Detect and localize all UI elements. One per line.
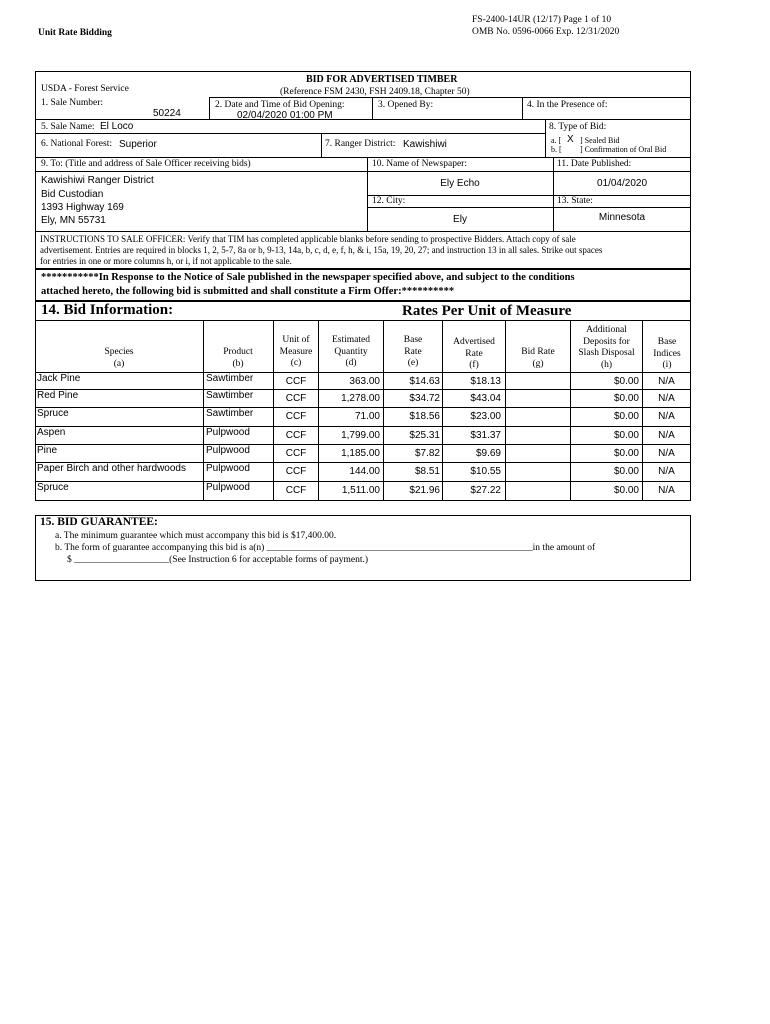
- col-header-indices: Base Indices (i): [653, 337, 681, 370]
- sale-number-label: 1. Sale Number:: [41, 98, 104, 108]
- cell-indices: N/A: [658, 430, 675, 441]
- presence-label: 4. In the Presence of:: [527, 100, 608, 110]
- state-label: 13. State:: [557, 196, 593, 206]
- state[interactable]: Minnesota: [598, 212, 646, 223]
- cell-advertised-rate: $31.37: [470, 430, 501, 441]
- bid-type-label: 8. Type of Bid:: [549, 122, 607, 132]
- rates-title: Rates Per Unit of Measure: [402, 303, 572, 319]
- address-line-2: Bid Custodian: [41, 189, 104, 200]
- district-label: 7. Ranger District:: [325, 139, 396, 149]
- oral-bid-prefix: b. [: [551, 145, 562, 154]
- address-line-3: 1393 Highway 169: [41, 202, 124, 213]
- col-header-advertised-rate: Advertised Rate (f): [453, 337, 495, 370]
- cell-base-rate: $34.72: [409, 393, 440, 404]
- cell-advertised-rate: $23.00: [470, 411, 501, 422]
- agency: USDA - Forest Service: [41, 84, 129, 94]
- cell-base-rate: $7.82: [414, 448, 440, 459]
- col-header-bid-rate: Bid Rate (g): [521, 347, 555, 369]
- cell-unit: CCF: [285, 393, 307, 404]
- cell-species: Spruce: [37, 482, 69, 493]
- firm-offer-line-1: ***********In Response to the Notice of Sale published in the newspaper specified above, and subject to the conditions: [41, 272, 575, 283]
- date-published-label: 11. Date Published:: [557, 159, 632, 169]
- cell-deposit: $0.00: [613, 376, 639, 387]
- cell-deposit: $0.00: [613, 411, 639, 422]
- sale-number[interactable]: 50224: [153, 108, 181, 119]
- forest[interactable]: Superior: [119, 139, 157, 150]
- cell-quantity: 71.00: [354, 411, 380, 422]
- cell-species: Pine: [37, 445, 58, 456]
- cell-unit: CCF: [285, 485, 307, 496]
- cell-base-rate: $18.56: [409, 411, 440, 422]
- to-label: 9. To: (Title and address of Sale Officer receiving bids): [41, 159, 251, 169]
- col-header-product: Product (b): [223, 347, 253, 369]
- cell-quantity: 144.00: [349, 466, 380, 477]
- omb-number: OMB No. 0596-0066 Exp. 12/31/2020: [472, 27, 620, 37]
- cell-quantity: 1,278.00: [341, 393, 380, 404]
- bid-info-title: 14. Bid Information:: [41, 302, 174, 318]
- city[interactable]: Ely: [453, 214, 467, 225]
- cell-unit: CCF: [285, 430, 307, 441]
- cell-quantity: 1,511.00: [341, 485, 380, 496]
- cell-advertised-rate: $27.22: [470, 485, 501, 496]
- instructions-line-3: for entries in one or more columns h, or i, if not applicable to the sale.: [40, 256, 292, 266]
- cell-species: Red Pine: [37, 390, 79, 401]
- city-label: 12. City:: [372, 196, 406, 206]
- address-line-4: Ely, MN 55731: [41, 215, 106, 226]
- firm-offer-line-2: attached hereto, the following bid is submitted and shall constitute a Firm Offer:**********: [41, 286, 455, 297]
- cell-base-rate: $21.96: [409, 485, 440, 496]
- address-line-1: Kawishiwi Ranger District: [41, 175, 154, 186]
- newspaper[interactable]: Ely Echo: [440, 178, 480, 189]
- cell-indices: N/A: [658, 411, 675, 422]
- oral-bid-label: ] Confirmation of Oral Bid: [580, 145, 667, 154]
- cell-indices: N/A: [658, 448, 675, 459]
- cell-deposit: $0.00: [613, 485, 639, 496]
- bid-opening-label: 2. Date and Time of Bid Opening:: [215, 100, 345, 110]
- cell-deposit: $0.00: [613, 393, 639, 404]
- cell-species: Jack Pine: [37, 373, 81, 384]
- opened-by-label: 3. Opened By:: [378, 100, 434, 110]
- cell-unit: CCF: [285, 376, 307, 387]
- forest-label: 6. National Forest:: [41, 139, 112, 149]
- cell-unit: CCF: [285, 448, 307, 459]
- cell-indices: N/A: [658, 485, 675, 496]
- district[interactable]: Kawishiwi: [403, 139, 447, 150]
- bid-title: BID FOR ADVERTISED TIMBER: [306, 74, 458, 85]
- cell-product: Pulpwood: [206, 427, 250, 438]
- date-published[interactable]: 01/04/2020: [596, 178, 648, 189]
- col-header-base-rate: Base Rate (e): [403, 335, 423, 368]
- bid-opening[interactable]: 02/04/2020 01:00 PM: [237, 110, 333, 121]
- col-header-species: Species (a): [104, 347, 134, 369]
- guarantee-line-b[interactable]: b. The form of guarantee accompanying this bid is a(n) ________________________________________________________in the amount of: [55, 543, 596, 553]
- cell-unit: CCF: [285, 466, 307, 477]
- col-header-deposits: Additional Deposits for Slash Disposal (h): [578, 325, 635, 370]
- cell-quantity: 363.00: [349, 376, 380, 387]
- guarantee-line-c[interactable]: $ ____________________(See Instruction 6 for acceptable forms of payment.): [67, 555, 369, 565]
- cell-unit: CCF: [285, 411, 307, 422]
- sale-name[interactable]: El Loco: [100, 121, 134, 132]
- sealed-bid-checkbox[interactable]: X: [567, 134, 574, 145]
- newspaper-label: 10. Name of Newspaper:: [372, 159, 467, 169]
- oral-bid-checkbox[interactable]: [567, 143, 577, 153]
- cell-species: Aspen: [37, 427, 66, 438]
- cell-indices: N/A: [658, 393, 675, 404]
- cell-advertised-rate: $9.69: [475, 448, 501, 459]
- instructions-line-2: advertisement. Entries are required in blocks 1, 2, 5-7, 8a or b, 9-13, 14a, b, c, d, e, f, h, & i, 15a, 19, 20, 27; and instruction 13 in all sales. Strike out spaces: [40, 245, 603, 255]
- instructions-line-1: INSTRUCTIONS TO SALE OFFICER: Verify that TIM has completed applicable blanks before sending to prospective Bidders. Attach copy of sale: [40, 234, 576, 244]
- sealed-bid-prefix: a. [: [551, 136, 562, 145]
- cell-product: Sawtimber: [206, 373, 254, 384]
- cell-indices: N/A: [658, 376, 675, 387]
- col-header-unit: Unit of Measure (c): [279, 335, 313, 368]
- cell-product: Sawtimber: [206, 408, 254, 419]
- cell-product: Sawtimber: [206, 390, 254, 401]
- guarantee-title: 15. BID GUARANTEE:: [40, 516, 158, 528]
- cell-product: Pulpwood: [206, 463, 250, 474]
- cell-base-rate: $8.51: [414, 466, 440, 477]
- cell-deposit: $0.00: [613, 430, 639, 441]
- cell-quantity: 1,799.00: [341, 430, 380, 441]
- reference: (Reference FSM 2430, FSH 2409.18, Chapter 50): [280, 87, 470, 97]
- cell-quantity: 1,185.00: [341, 448, 380, 459]
- cell-product: Pulpwood: [206, 445, 250, 456]
- cell-advertised-rate: $43.04: [470, 393, 501, 404]
- form-number: FS-2400-14UR (12/17) Page 1 of 10: [472, 15, 612, 25]
- sealed-bid-label: ] Sealed Bid: [580, 136, 620, 145]
- cell-product: Pulpwood: [206, 482, 250, 493]
- cell-species: Spruce: [37, 408, 69, 419]
- form-title: Unit Rate Bidding: [38, 28, 112, 38]
- guarantee-line-a: a. The minimum guarantee which must accompany this bid is $17,400.00.: [55, 531, 337, 541]
- col-header-quantity: Estimated Quantity (d): [332, 335, 370, 368]
- cell-advertised-rate: $18.13: [470, 376, 501, 387]
- cell-species: Paper Birch and other hardwoods: [37, 463, 186, 474]
- cell-base-rate: $14.63: [409, 376, 440, 387]
- cell-deposit: $0.00: [613, 466, 639, 477]
- cell-indices: N/A: [658, 466, 675, 477]
- cell-deposit: $0.00: [613, 448, 639, 459]
- cell-base-rate: $25.31: [409, 430, 440, 441]
- sale-name-label: 5. Sale Name:: [41, 122, 95, 132]
- cell-advertised-rate: $10.55: [470, 466, 501, 477]
